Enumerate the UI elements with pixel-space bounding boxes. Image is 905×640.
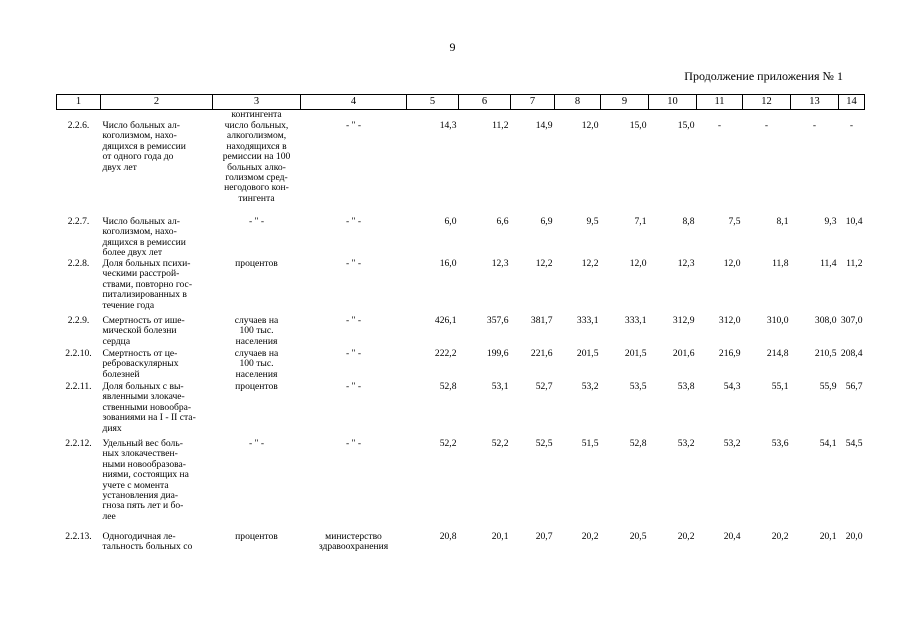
unit-of-measure: - " - bbox=[248, 438, 265, 449]
value-cell: 53,2 bbox=[677, 438, 695, 449]
responsible-body: - " - bbox=[345, 216, 362, 227]
column-header-13: 13 bbox=[791, 95, 839, 110]
value-cell: 199,6 bbox=[486, 348, 509, 359]
value-cell: 52,8 bbox=[439, 381, 457, 392]
value-cell: 54,3 bbox=[723, 381, 741, 392]
column-header-2: 2 bbox=[101, 95, 213, 110]
row-code: 2.2.12. bbox=[65, 438, 92, 449]
value-cell: 9,3 bbox=[824, 216, 837, 227]
table-row bbox=[57, 316, 865, 349]
value-cell: 51,5 bbox=[581, 438, 599, 449]
value-cell: 222,2 bbox=[434, 348, 457, 359]
column-header-14: 14 bbox=[839, 95, 865, 110]
table-row bbox=[57, 259, 865, 316]
column-header-3: 3 bbox=[213, 95, 301, 110]
value-cell: 6,0 bbox=[444, 216, 457, 227]
unit-of-measure: - " - bbox=[248, 216, 265, 227]
value-cell: 6,6 bbox=[496, 216, 509, 227]
value-cell: 16,0 bbox=[439, 258, 457, 269]
value-cell: 12,3 bbox=[677, 258, 695, 269]
table-row bbox=[57, 439, 865, 532]
row-code: 2.2.7. bbox=[67, 216, 90, 227]
column-header-5: 5 bbox=[407, 95, 459, 110]
value-cell: 216,9 bbox=[718, 348, 741, 359]
value-cell: 10,4 bbox=[845, 216, 863, 227]
value-cell: 9,5 bbox=[586, 216, 599, 227]
value-cell: 52,5 bbox=[535, 438, 553, 449]
unit-of-measure: случаев на 100 тыс. населения bbox=[234, 348, 279, 380]
value-cell: 333,1 bbox=[576, 315, 599, 326]
header-row bbox=[57, 95, 865, 110]
value-cell: 307,0 bbox=[840, 315, 863, 326]
value-cell: 55,9 bbox=[819, 381, 837, 392]
indicator-name: Одногодичная ле- тальность больных со bbox=[102, 531, 193, 553]
column-header-1: 1 bbox=[57, 95, 101, 110]
value-cell: 20,2 bbox=[771, 531, 789, 542]
value-cell: 12,0 bbox=[629, 258, 647, 269]
value-cell: 52,8 bbox=[629, 438, 647, 449]
value-cell: 357,6 bbox=[486, 315, 509, 326]
row-code: 2.2.9. bbox=[67, 315, 90, 326]
responsible-body: министерство здравоохранения bbox=[318, 531, 389, 553]
value-cell: 221,6 bbox=[530, 348, 553, 359]
unit-of-measure: число больных, алкоголизмом, находящихся в ремиссии на 100 больных алко- голизмом сред- негодового кон- тингента bbox=[222, 120, 291, 204]
responsible-body: - " - bbox=[345, 258, 362, 269]
value-cell: 52,7 bbox=[535, 381, 553, 392]
value-cell: - bbox=[717, 120, 722, 131]
value-cell: 201,6 bbox=[672, 348, 695, 359]
column-header-6: 6 bbox=[459, 95, 511, 110]
value-cell: 210,5 bbox=[814, 348, 837, 359]
value-cell: 12,2 bbox=[535, 258, 553, 269]
value-cell: 53,6 bbox=[771, 438, 789, 449]
table-row bbox=[57, 217, 865, 259]
value-cell: 8,1 bbox=[776, 216, 789, 227]
row-code: 2.2.6. bbox=[67, 120, 90, 131]
column-header-8: 8 bbox=[555, 95, 601, 110]
row-code: 2.2.13. bbox=[65, 531, 92, 542]
table-row bbox=[57, 382, 865, 439]
unit-of-measure: процентов bbox=[235, 531, 278, 542]
value-cell: 53,2 bbox=[581, 381, 599, 392]
indicator-name: Доля больных с вы- явленными злокаче- ственными новообра- зованиями на I - II ста- диях bbox=[102, 381, 196, 434]
value-cell: - bbox=[764, 120, 769, 131]
value-cell: 310,0 bbox=[766, 315, 789, 326]
indicator-name: Смертность от це- ребровасκулярных болезней bbox=[102, 348, 179, 380]
continuation-label: Продолжение приложения № 1 bbox=[684, 69, 843, 83]
value-cell: 15,0 bbox=[677, 120, 695, 131]
indicator-name: Смертность от ише- мической болезни сердца bbox=[102, 315, 185, 347]
value-cell: 308,0 bbox=[814, 315, 837, 326]
value-cell: 11,4 bbox=[820, 258, 837, 269]
indicator-name: Доля больных психи- ческими расстрой- ствами, повторно гос- питализированных в течение года bbox=[102, 258, 193, 311]
value-cell: 8,8 bbox=[682, 216, 695, 227]
column-header-7: 7 bbox=[511, 95, 555, 110]
value-cell: 6,9 bbox=[540, 216, 553, 227]
value-cell: 12,2 bbox=[581, 258, 599, 269]
value-cell: 53,2 bbox=[723, 438, 741, 449]
table-row bbox=[57, 532, 865, 562]
value-cell: 54,1 bbox=[819, 438, 837, 449]
column-header-9: 9 bbox=[601, 95, 649, 110]
value-cell: 20,4 bbox=[723, 531, 741, 542]
value-cell: 20,7 bbox=[535, 531, 553, 542]
value-cell: 11,2 bbox=[846, 258, 863, 269]
value-cell: 333,1 bbox=[624, 315, 647, 326]
value-cell: 312,9 bbox=[672, 315, 695, 326]
value-cell: 20,2 bbox=[581, 531, 599, 542]
value-cell: 12,0 bbox=[581, 120, 599, 131]
value-cell: 53,1 bbox=[491, 381, 509, 392]
value-cell: 15,0 bbox=[629, 120, 647, 131]
value-cell: 312,0 bbox=[718, 315, 741, 326]
indicator-name: Число больных ал- коголизмом, нахо- дящихся в ремиссии более двух лет bbox=[102, 216, 186, 259]
value-cell: 426,1 bbox=[434, 315, 457, 326]
value-cell: 20,2 bbox=[677, 531, 695, 542]
column-header-11: 11 bbox=[697, 95, 743, 110]
value-cell: 7,1 bbox=[634, 216, 647, 227]
value-cell: 201,5 bbox=[576, 348, 599, 359]
unit-of-measure: процентов bbox=[235, 258, 278, 269]
table-row bbox=[57, 349, 865, 382]
responsible-body: - " - bbox=[345, 120, 362, 131]
value-cell: - bbox=[812, 120, 817, 131]
table-body bbox=[57, 110, 865, 563]
value-cell: 20,1 bbox=[819, 531, 837, 542]
value-cell: 53,8 bbox=[677, 381, 695, 392]
value-cell: 214,8 bbox=[766, 348, 789, 359]
row-code: 2.2.11. bbox=[65, 381, 92, 392]
value-cell: - bbox=[849, 120, 854, 131]
row-code: 2.2.8. bbox=[67, 258, 90, 269]
page-number: 9 bbox=[449, 40, 456, 54]
column-header-10: 10 bbox=[649, 95, 697, 110]
indicator-name: Число больных ал- коголизмом, нахо- дящихся в ремиссии от одного года до двух лет bbox=[102, 120, 186, 173]
value-cell: 12,0 bbox=[723, 258, 741, 269]
responsible-body: - " - bbox=[345, 381, 362, 392]
value-cell: 20,8 bbox=[439, 531, 457, 542]
value-cell: 52,2 bbox=[491, 438, 509, 449]
column-header-4: 4 bbox=[301, 95, 407, 110]
responsible-body: - " - bbox=[345, 348, 362, 359]
value-cell: 56,7 bbox=[845, 381, 863, 392]
value-cell: 11,2 bbox=[492, 120, 509, 131]
column-header-12: 12 bbox=[743, 95, 791, 110]
unit-of-measure: процентов bbox=[235, 381, 278, 392]
carryover-text: контингента bbox=[231, 109, 282, 120]
value-cell: 20,5 bbox=[629, 531, 647, 542]
value-cell: 14,9 bbox=[535, 120, 553, 131]
value-cell: 201,5 bbox=[624, 348, 647, 359]
value-cell: 14,3 bbox=[439, 120, 457, 131]
indicator-name: Удельный вес боль- ных злокачествен- ными новообразова- ниями, состоящих на учете с момента установления диа- гноза пять лет и бо- лее bbox=[102, 438, 189, 522]
unit-of-measure: случаев на 100 тыс. населения bbox=[234, 315, 279, 347]
value-cell: 12,3 bbox=[491, 258, 509, 269]
value-cell: 208,4 bbox=[840, 348, 863, 359]
value-cell: 53,5 bbox=[629, 381, 647, 392]
value-cell: 7,5 bbox=[728, 216, 741, 227]
value-cell: 52,2 bbox=[439, 438, 457, 449]
value-cell: 20,0 bbox=[845, 531, 863, 542]
value-cell: 55,1 bbox=[771, 381, 789, 392]
value-cell: 20,1 bbox=[491, 531, 509, 542]
data-table bbox=[56, 94, 865, 562]
table-row bbox=[57, 121, 865, 217]
value-cell: 11,8 bbox=[772, 258, 789, 269]
value-cell: 54,5 bbox=[845, 438, 863, 449]
responsible-body: - " - bbox=[345, 315, 362, 326]
row-code: 2.2.10. bbox=[65, 348, 92, 359]
responsible-body: - " - bbox=[345, 438, 362, 449]
value-cell: 381,7 bbox=[530, 315, 553, 326]
